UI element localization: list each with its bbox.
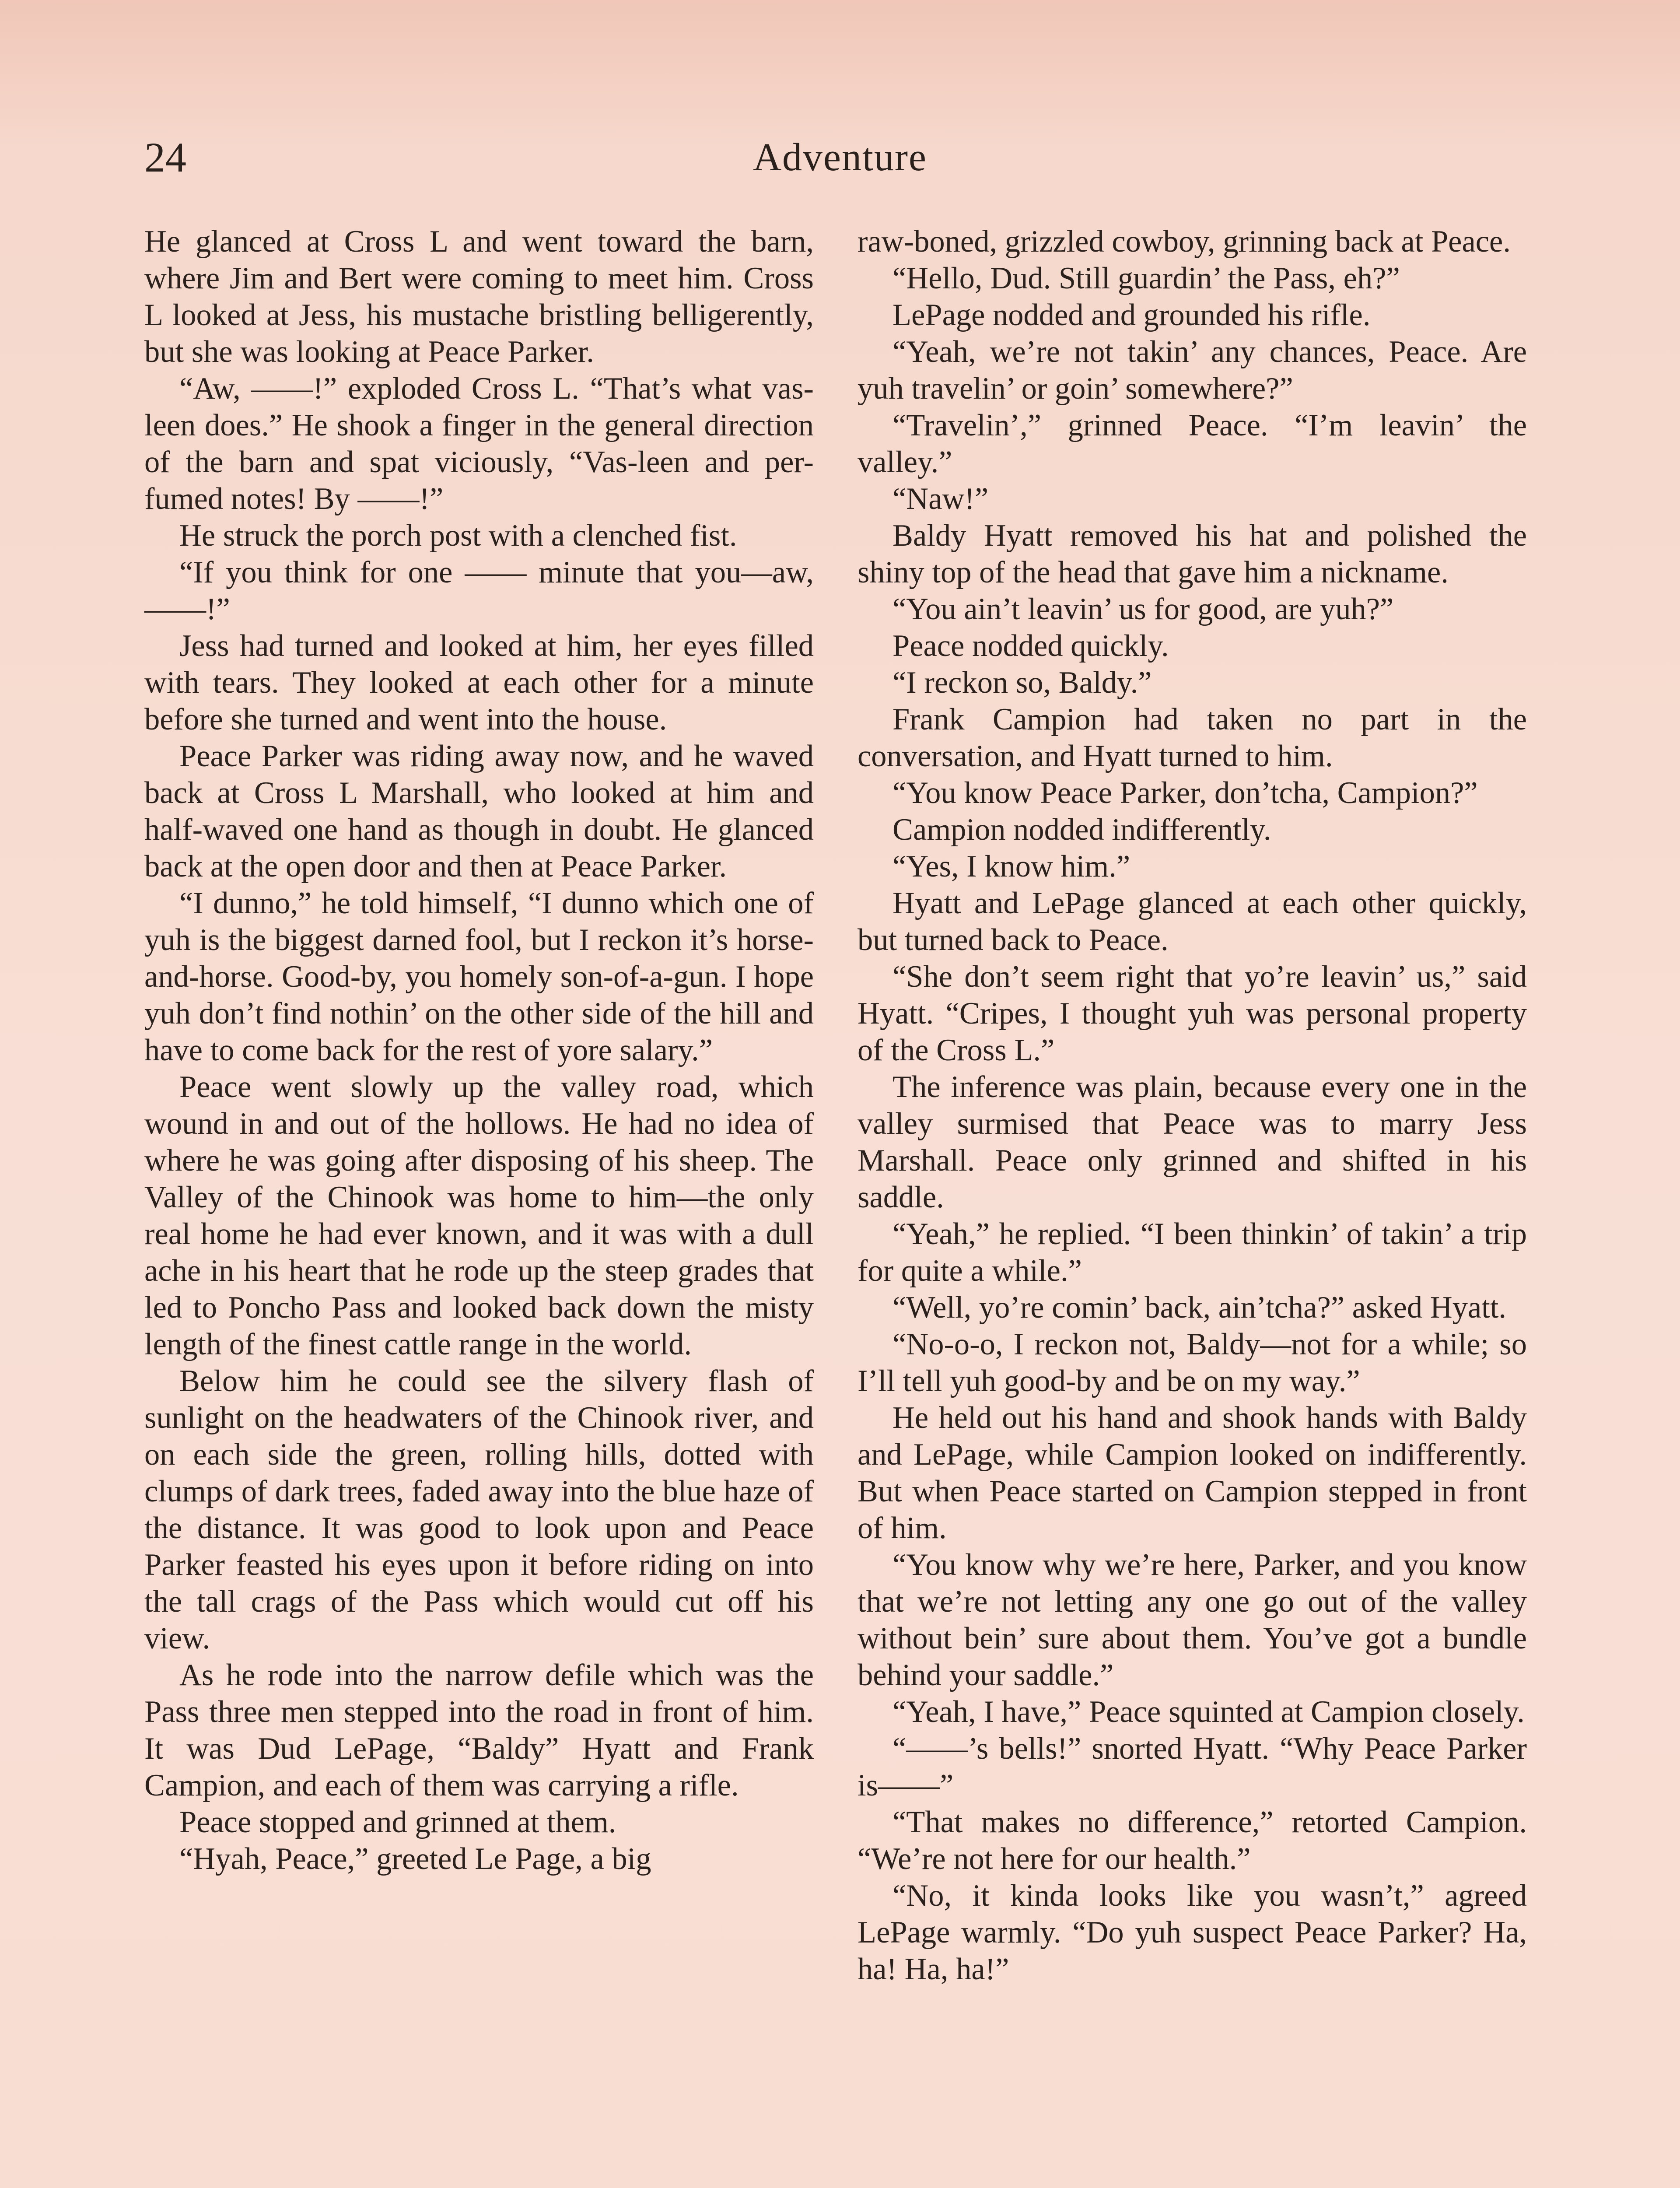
paragraph: “You know why we’re here, Parker, and you know that we’re not letting any one go out of the valley without bein’ sure about them. You’ve got a bundle behind your saddle.”	[858, 1548, 1527, 1692]
paragraph: “You know Peace Parker, don’tcha, Campion?”	[892, 776, 1478, 810]
page-header	[144, 131, 1536, 184]
right-column	[858, 223, 1527, 1988]
paragraph: As he rode into the narrow defile which was the Pass three men stepped into the road in front of him. It was Dud LePage, “Baldy” Hyatt and Frank Campion, and each of them was carrying a rifle.	[144, 1658, 814, 1802]
paragraph: Peace Parker was riding away now, and he waved back at Cross L Marshall, who looked at him and half-waved one hand as though in doubt. He glanced back at the open door and then at Peace Parker.	[144, 739, 814, 884]
paragraph: Below him he could see the silvery flash of sunlight on the headwaters of the Chinook river, and on each side the green, rolling hills, dotted with clumps of dark trees, faded away into the blue haze of the distance. It was good to look upon and Peace Parker feasted his eyes upon it before riding on into the tall crags of the Pass which would cut off his view.	[144, 1364, 814, 1655]
paragraph: He glanced at Cross L and went toward the barn, where Jim and Bert were coming to meet him. Cross L looked at Jess, his mustache bristling belligerently, but she was looking at Peace Parker.	[144, 224, 814, 369]
paragraph: Campion nodded indifferently.	[892, 813, 1271, 847]
paragraph: “That makes no difference,” retorted Campion. “We’re not here for our health.”	[858, 1805, 1527, 1876]
paragraph: “Travelin’,” grinned Peace. “I’m leavin’ the valley.”	[858, 408, 1527, 479]
paragraph: “I reckon so, Baldy.”	[892, 666, 1152, 700]
paragraph: “No-o-o, I reckon not, Baldy—not for a while; so I’ll tell yuh good-by and be on my way.”	[858, 1327, 1527, 1398]
paragraph: The inference was plain, because every one in the valley surmised that Peace was to marry Jess Marshall. Peace only grinned and shifted in his saddle.	[858, 1070, 1527, 1214]
paragraph: Peace went slowly up the valley road, which wound in and out of the hollows. He had no idea of where he was going after disposing of his sheep. The Valley of the Chinook was home to him—the only real home he had ever known, and it was with a dull ache in his heart that he rode up the steep grades that led to Poncho Pass and looked back down the misty length of the finest cattle range in the world.	[144, 1070, 814, 1361]
paragraph: Baldy Hyatt removed his hat and polished the shiny top of the head that gave him a nickname.	[858, 519, 1527, 589]
paragraph: “Aw, ——!” exploded Cross L. “That’s what vas-leen does.” He shook a finger in the general direction of the barn and spat viciously, “Vas-leen and per-fumed notes! By ——!”	[144, 372, 814, 516]
paragraph: “If you think for one —— minute that you—aw, ——!”	[144, 555, 814, 626]
paragraph: Hyatt and LePage glanced at each other quickly, but turned back to Peace.	[858, 886, 1527, 957]
paragraph: He struck the porch post with a clenched fist.	[179, 519, 737, 553]
paragraph: “Yeah,” he replied. “I been thinkin’ of takin’ a trip for quite a while.”	[858, 1217, 1527, 1288]
paragraph: “I dunno,” he told himself, “I dunno which one of yuh is the biggest darned fool, but I reckon it’s horse-and-horse. Good-by, you homely son-of-a-gun. I hope yuh don’t find nothin’ on the other side of the hill and have to come back for the rest of yore salary.”	[144, 886, 814, 1067]
paragraph: Peace nodded quickly.	[892, 629, 1169, 663]
paragraph: “Hyah, Peace,” greeted Le Page, a big	[179, 1842, 651, 1876]
left-column	[144, 223, 814, 1877]
page-number: 24	[144, 134, 186, 181]
paragraph: “No, it kinda looks like you wasn’t,” agreed LePage warmly. “Do yuh suspect Peace Parker? Ha, ha! Ha, ha!”	[858, 1879, 1527, 1986]
paragraph: “——’s bells!” snorted Hyatt. “Why Peace Parker is——”	[858, 1732, 1527, 1802]
paragraph: Frank Campion had taken no part in the conversation, and Hyatt turned to him.	[858, 702, 1527, 773]
paragraph: “Hello, Dud. Still guardin’ the Pass, eh?”	[892, 261, 1400, 295]
paragraph: “Well, yo’re comin’ back, ain’tcha?” asked Hyatt.	[892, 1290, 1507, 1325]
running-title: Adventure	[753, 136, 927, 179]
paragraph: raw-boned, grizzled cowboy, grinning back at Peace.	[858, 224, 1511, 259]
paragraph: He held out his hand and shook hands with Baldy and LePage, while Campion looked on indifferently. But when Peace started on Campion stepped in front of him.	[858, 1401, 1527, 1545]
paragraph: “She don’t seem right that yo’re leavin’ us,” said Hyatt. “Cripes, I thought yuh was personal property of the Cross L.”	[858, 960, 1527, 1067]
paragraph: “Yes, I know him.”	[892, 849, 1130, 884]
paragraph: “You ain’t leavin’ us for good, are yuh?”	[892, 592, 1394, 626]
paragraph: “Naw!”	[892, 482, 989, 516]
paragraph: Jess had turned and looked at him, her eyes filled with tears. They looked at each other for a minute before she turned and went into the house.	[144, 629, 814, 736]
paragraph: “Yeah, I have,” Peace squinted at Campion closely.	[892, 1695, 1525, 1729]
paragraph: Peace stopped and grinned at them.	[179, 1805, 616, 1839]
paragraph: “Yeah, we’re not takin’ any chances, Peace. Are yuh travelin’ or goin’ somewhere?”	[858, 335, 1527, 406]
paragraph: LePage nodded and grounded his rifle.	[892, 298, 1371, 332]
